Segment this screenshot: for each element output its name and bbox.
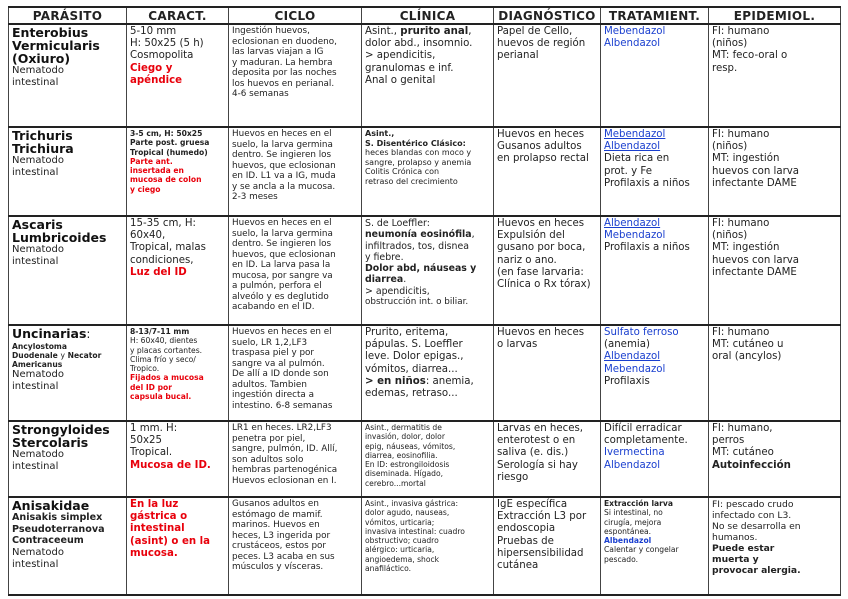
- parasite-table: [8, 6, 841, 596]
- ciclo-cell: Gusanos adultos en estómago de mamif. marinos. Huevos en heces, L3 ingerida por crustáceos, estos por peces. L3 acaba en sus músculos y vísceras.: [229, 497, 362, 595]
- clinica-cell: Asint., dermatitis de invasión, dolor, dolor epig, náuseas, vómitos, diarrea, eosinofilia. En ID: estrongiloidosis diseminada. Hígado, cerebro...mortal: [362, 421, 494, 497]
- caract-cell: En la luz gástrica o intestinal (asint) o en la mucosa.: [127, 497, 229, 595]
- parasito-cell: Enterobius Vermicularis (Oxiuro) Nematodo intestinal: [9, 24, 127, 127]
- drug-link[interactable]: Albendazol: [604, 536, 652, 545]
- clinica-cell: Asint., prurito anal, dolor abd., insomnio. > apendicitis, granulomas e inf. Anal o genital: [362, 24, 494, 127]
- table-row: [9, 497, 841, 595]
- tratamiento-cell: [601, 24, 709, 127]
- tratamiento-cell: Difícil erradicar completamente. Ivermectina Albendazol: [601, 421, 709, 497]
- header-diagnostico: DIAGNÓSTICO: [494, 7, 601, 24]
- drug-link[interactable]: Mebendazol: [604, 363, 666, 375]
- header-ciclo: CICLO: [229, 7, 362, 24]
- parasito-cell: Ascaris Lumbricoides Nematodo intestinal: [9, 216, 127, 325]
- parasito-cell: Uncinarias: Ancylostoma Duodenale y Necator Americanus Nematodo intestinal: [9, 325, 127, 421]
- clinica-cell: Asint., S. Disentérico Clásico: heces blandas con moco y sangre, prolapso y anemia Colitis Crónica con retraso del crecimiento: [362, 127, 494, 216]
- caract-cell: 5-10 mm H: 50x25 (5 h) Cosmopolita Ciego y apéndice: [127, 24, 229, 127]
- table-row: [9, 24, 841, 127]
- parasito-cell: Trichuris Trichiura Nematodo intestinal: [9, 127, 127, 216]
- drug-link[interactable]: Albendazol: [604, 141, 661, 153]
- diagnostico-cell: Huevos en heces Gusanos adultos en prolapso rectal: [494, 127, 601, 216]
- clinica-cell: S. de Loeffler: neumonía eosinófila, infiltrados, tos, disnea y fiebre. Dolor abd, náuseas y diarrea. > apendicitis, obstrucción int. o biliar.: [362, 216, 494, 325]
- parasito-cell: Anisakidae Anisakis simplex Pseudoterranova Contraceeum Nematodo intestinal: [9, 497, 127, 595]
- drug-link[interactable]: Albendazol: [604, 459, 661, 471]
- caract-cell: 1 mm. H: 50x25 Tropical. Mucosa de ID.: [127, 421, 229, 497]
- drug-link[interactable]: Mebendazol: [604, 129, 666, 140]
- clinica-cell: Asint., invasiva gástrica: dolor agudo, nauseas, vómitos, urticaria; invasiva intestinal: cuadro obstructivo; cuadro alérgico: urticaria, angioedema, shock anafiláctico.: [362, 497, 494, 595]
- table-row: [9, 421, 841, 497]
- ciclo-cell: Huevos en heces en el suelo, la larva germina dentro. Se ingieren los huevos, que eclosionan en ID. L1 va a IG, muda y se ancla a la mucosa. 2-3 meses: [229, 127, 362, 216]
- caract-cell: 15-35 cm, H: 60x40, Tropical, malas condiciones, Luz del ID: [127, 216, 229, 325]
- header-epidemiol: EPIDEMIOL.: [709, 7, 841, 24]
- caract-cell: 8-13/7-11 mm H: 60x40, dientes y placas cortantes. Clima frío y seco/ Tropico. Fijados a mucosa del ID por capsula bucal.: [127, 325, 229, 421]
- epidemiologia-cell: FI: humano (niños) MT: feco-oral o resp.: [709, 24, 841, 127]
- ciclo-cell: Huevos en heces en el suelo, LR 1,2,LF3 traspasa piel y por sangre va al pulmón. De allí a ID donde son adultos. Tambien ingestión directa a intestino. 6-8 semanas: [229, 325, 362, 421]
- header-parasito: PARÁSITO: [9, 7, 127, 24]
- tratamiento-cell: Albendazol Mebendazol Profilaxis a niños: [601, 216, 709, 325]
- header-clinica: CLÍNICA: [362, 7, 494, 24]
- drug-link[interactable]: Ivermectina: [604, 447, 665, 459]
- tratamiento-cell: Mebendazol Albendazol Dieta rica en prot. y Fe Profilaxis a niños: [601, 127, 709, 216]
- ciclo-cell: Huevos en heces en el suelo, la larva germina dentro. Se ingieren los huevos, que eclosionan en ID. La larva pasa la mucosa, por sangre va a pulmón, perfora el alveólo y es deglutido acabando en el ID.: [229, 216, 362, 325]
- ciclo-cell: Ingestión huevos, eclosionan en duodeno, las larvas viajan a IG y maduran. La hembra deposita por las noches los huevos en perianal. 4-6 semanas: [229, 24, 362, 127]
- table-row: [9, 216, 841, 325]
- ciclo-cell: LR1 en heces. LR2,LF3 penetra por piel, sangre, pulmón, ID. Allí, son adultos solo hembras partenogénica Huevos eclosionan en I.: [229, 421, 362, 497]
- drug-link[interactable]: Sulfato ferroso: [604, 327, 679, 338]
- diagnostico-cell: IgE específica Extracción L3 por endoscopia Pruebas de hipersensibilidad cutánea: [494, 497, 601, 595]
- table-row: [9, 325, 841, 421]
- drug-link[interactable]: Albendazol: [604, 351, 661, 363]
- tratamiento-cell: Extracción larva Si intestinal, no cirugía, mejora espontánea. Albendazol Calentar y congelar pescado.: [601, 497, 709, 595]
- diagnostico-cell: Huevos en heces o larvas: [494, 325, 601, 421]
- diagnostico-cell: Larvas en heces, enterotest o en saliva (e. dis.) Serología si hay riesgo: [494, 421, 601, 497]
- tratamiento-cell: Sulfato ferroso (anemia) Albendazol Mebendazol Profilaxis: [601, 325, 709, 421]
- parasito-cell: Strongyloides Stercolaris Nematodo intestinal: [9, 421, 127, 497]
- drug-link[interactable]: Albendazol: [604, 38, 661, 50]
- epidemiologia-cell: FI: humano, perros MT: cutáneo Autoinfección: [709, 421, 841, 497]
- drug-link[interactable]: Albendazol: [604, 218, 661, 229]
- diagnostico-cell: Huevos en heces Expulsión del gusano por boca, nariz o ano. (en fase larvaria: Clínica o Rx tórax): [494, 216, 601, 325]
- epidemiologia-cell: FI: pescado crudo infectado con L3. No se desarrolla en humanos. Puede estar muerta y provocar alergia.: [709, 497, 841, 595]
- header-caract: CARACT.: [127, 7, 229, 24]
- table-row: [9, 127, 841, 216]
- header-tratamiento: TRATAMIENT.: [601, 7, 709, 24]
- drug-link[interactable]: Mebendazol: [604, 230, 666, 242]
- epidemiologia-cell: FI: humano MT: cutáneo u oral (ancylos): [709, 325, 841, 421]
- epidemiologia-cell: FI: humano (niños) MT: ingestión huevos con larva infectante DAME: [709, 216, 841, 325]
- drug-link[interactable]: Mebendazol: [604, 26, 666, 37]
- clinica-cell: Prurito, eritema, pápulas. S. Loeffler leve. Dolor epigas., vómitos, diarrea... > en niños: anemia, edemas, retraso...: [362, 325, 494, 421]
- caract-cell: 3-5 cm, H: 50x25 Parte post. gruesa Tropical (humedo) Parte ant. insertada en mucosa de colon y ciego: [127, 127, 229, 216]
- header-row: [9, 7, 841, 24]
- diagnostico-cell: Papel de Cello, huevos de región perianal: [494, 24, 601, 127]
- epidemiologia-cell: FI: humano (niños) MT: ingestión huevos con larva infectante DAME: [709, 127, 841, 216]
